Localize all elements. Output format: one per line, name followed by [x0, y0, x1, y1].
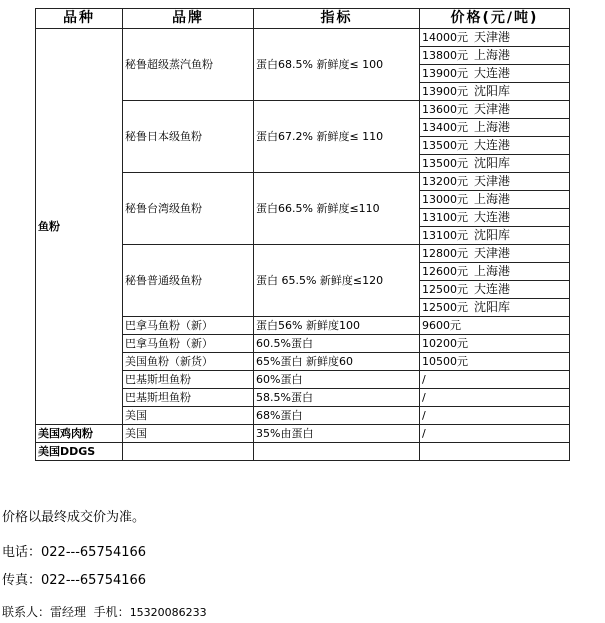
spec-cell: 58.5%蛋白: [254, 389, 420, 407]
price-value: 13800元: [422, 49, 468, 62]
price-cell: [420, 137, 570, 155]
spec-cell: 蛋白67.2% 新鲜度≤ 110: [254, 101, 420, 173]
brand-cell: 美国: [123, 425, 254, 443]
price-value: 13900元: [422, 67, 468, 80]
spec-cell: 蛋白66.5% 新鲜度≤110: [254, 173, 420, 245]
phone-line: [2, 541, 146, 560]
price-value: 13100元: [422, 211, 468, 224]
price-value: 13500元: [422, 157, 468, 170]
price-cell: [420, 65, 570, 83]
price-value: 12800元: [422, 247, 468, 260]
price-cell: [420, 227, 570, 245]
brand-cell: 秘鲁超级蒸汽鱼粉: [123, 29, 254, 101]
price-table: [35, 8, 570, 461]
contact-label: 联系人：: [2, 605, 51, 619]
fax-line: [2, 569, 146, 588]
brand-cell: 巴基斯坦鱼粉: [123, 389, 254, 407]
price-value: 14000元: [422, 31, 468, 44]
price-cell: [420, 245, 570, 263]
price-cell: [420, 155, 570, 173]
price-value: 13500元: [422, 139, 468, 152]
table-row: [36, 443, 570, 461]
category-cell: 鱼粉: [36, 29, 123, 425]
brand-cell: 巴拿马鱼粉（新）: [123, 335, 254, 353]
phone-label: 电话：: [2, 545, 42, 560]
brand-cell: 秘鲁台湾级鱼粉: [123, 173, 254, 245]
contact-name: 雷经理: [50, 605, 87, 619]
price-value: 13900元: [422, 85, 468, 98]
spec-cell: 蛋白56% 新鲜度100: [254, 317, 420, 335]
price-port: 沈阳库: [474, 228, 511, 242]
price-port: 上海港: [474, 120, 511, 134]
price-port: 大连港: [474, 138, 511, 152]
price-port: 大连港: [474, 66, 511, 80]
fax-number: 022---65754166: [41, 573, 147, 588]
header-row: [36, 9, 570, 29]
price-port: 沈阳库: [474, 156, 511, 170]
price-cell: 9600元: [420, 317, 570, 335]
price-port: 上海港: [474, 192, 511, 206]
price-value: 12500元: [422, 301, 468, 314]
price-value: 13000元: [422, 193, 468, 206]
contact-line: [2, 603, 207, 620]
price-port: 沈阳库: [474, 84, 511, 98]
price-cell: [420, 281, 570, 299]
price-value: 13200元: [422, 175, 468, 188]
price-cell: [420, 29, 570, 47]
price-cell: [420, 263, 570, 281]
price-cell: [420, 299, 570, 317]
brand-cell: 美国鱼粉（新货）: [123, 353, 254, 371]
price-value: 13400元: [422, 121, 468, 134]
header-brand: 品牌: [123, 9, 254, 29]
price-port: 天津港: [474, 246, 511, 260]
spec-cell: 蛋白68.5% 新鲜度≤ 100: [254, 29, 420, 101]
price-cell: [420, 191, 570, 209]
price-port: 天津港: [474, 174, 511, 188]
price-cell: [420, 47, 570, 65]
header-spec: 指标: [254, 9, 420, 29]
price-cell: [420, 173, 570, 191]
mobile-label: 手机：: [93, 605, 130, 619]
header-price: 价格(元/吨): [420, 9, 570, 29]
brand-cell: [123, 443, 254, 461]
price-port: 上海港: [474, 264, 511, 278]
price-cell: /: [420, 389, 570, 407]
table-row: [36, 425, 570, 443]
price-cell: [420, 83, 570, 101]
price-cell: [420, 443, 570, 461]
price-value: 13100元: [422, 229, 468, 242]
price-port: 大连港: [474, 282, 511, 296]
price-value: 12500元: [422, 283, 468, 296]
category-cell: 美国DDGS: [36, 443, 123, 461]
price-port: 天津港: [474, 102, 511, 116]
price-cell: /: [420, 425, 570, 443]
price-cell: [420, 209, 570, 227]
price-cell: /: [420, 371, 570, 389]
mobile-number: 15320086233: [129, 606, 207, 619]
category-cell: 美国鸡肉粉: [36, 425, 123, 443]
price-port: 大连港: [474, 210, 511, 224]
brand-cell: 美国: [123, 407, 254, 425]
spec-cell: 60.5%蛋白: [254, 335, 420, 353]
price-port: 上海港: [474, 48, 511, 62]
price-cell: [420, 101, 570, 119]
spec-cell: 60%蛋白: [254, 371, 420, 389]
price-port: 沈阳库: [474, 300, 511, 314]
brand-cell: 秘鲁日本级鱼粉: [123, 101, 254, 173]
fax-label: 传真：: [2, 573, 42, 588]
spec-cell: 35%由蛋白: [254, 425, 420, 443]
price-cell: [420, 119, 570, 137]
brand-cell: 巴拿马鱼粉（新）: [123, 317, 254, 335]
price-cell: /: [420, 407, 570, 425]
brand-cell: 巴基斯坦鱼粉: [123, 371, 254, 389]
header-category: 品种: [36, 9, 123, 29]
brand-cell: 秘鲁普通级鱼粉: [123, 245, 254, 317]
spec-cell: [254, 443, 420, 461]
spec-cell: 蛋白 65.5% 新鲜度≤120: [254, 245, 420, 317]
price-cell: 10500元: [420, 353, 570, 371]
price-port: 天津港: [474, 30, 511, 44]
phone-number: 022---65754166: [41, 545, 147, 560]
price-value: 12600元: [422, 265, 468, 278]
price-value: 13600元: [422, 103, 468, 116]
price-note: 价格以最终成交价为准。: [2, 510, 146, 525]
price-cell: 10200元: [420, 335, 570, 353]
spec-cell: 68%蛋白: [254, 407, 420, 425]
spec-cell: 65%蛋白 新鲜度60: [254, 353, 420, 371]
